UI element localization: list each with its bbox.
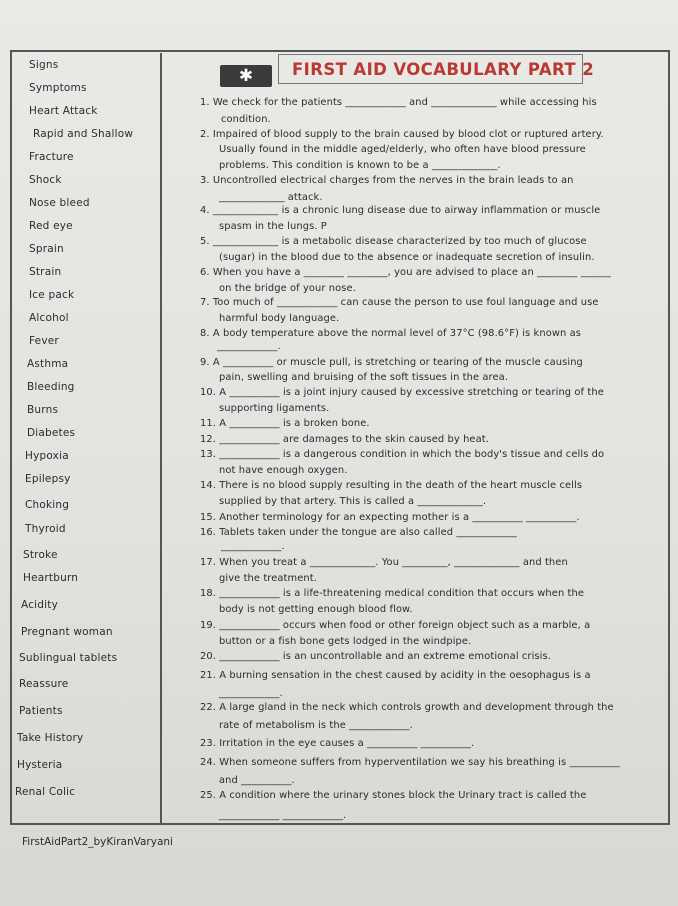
question-line: 8. A body temperature above the normal level of 37°C (98.6°F) is known as [200,328,582,339]
vocab-word: Red eye [29,220,73,232]
vocab-word: Strain [29,266,62,278]
question-line: 18. ____________ is a life-threatening medical condition that occurs when the [200,588,585,599]
question-line: 7. Too much of ____________ can cause the person to use foul language and use [200,297,599,308]
question-line: 1. We check for the patients ____________ and _____________ while accessing his [200,97,597,108]
question-line: and __________. [219,775,295,786]
question-line: 19. ____________ occurs when food or other foreign object such as a marble, a [200,620,591,631]
question-line: ____________ ____________. [219,810,347,821]
vocab-word: Burns [27,404,59,416]
vocab-word: Bleeding [27,381,75,393]
vocab-word: Nose bleed [29,197,90,209]
vocab-word: Heartburn [23,572,79,584]
question-line: (sugar) in the blood due to the absence or inadequate secretion of insulin. [219,252,595,263]
page-title: FIRST AID VOCABULARY PART 2 [292,60,595,79]
question-line: 14. There is no blood supply resulting in the death of the heart muscle cells [200,480,583,491]
vocab-word: Symptoms [29,82,87,94]
vocab-word: Hysteria [17,759,63,771]
question-line: ____________. [221,541,285,552]
vocab-word: Sublingual tablets [19,652,118,664]
question-line: condition. [221,114,271,125]
vocab-word: Asthma [27,358,69,370]
footer-credit: FirstAidPart2_byKiranVaryani [22,836,173,848]
question-line: body is not getting enough blood flow. [219,604,413,615]
question-line: rate of metabolism is the ____________. [219,720,413,731]
question-line: 21. A burning sensation in the chest caused by acidity in the oesophagus is a [200,670,591,681]
question-line: _____________ attack. [219,192,323,203]
question-line: ____________. [217,341,281,352]
question-line: not have enough oxygen. [219,465,348,476]
question-line: harmful body language. [219,313,340,324]
question-line: 10. A __________ is a joint injury caused by excessive stretching or tearing of the [200,387,604,398]
question-line: 2. Impaired of blood supply to the brain caused by blood clot or ruptured artery. [200,129,604,140]
vocab-word: Signs [29,59,59,71]
question-line: give the treatment. [219,573,317,584]
question-line: 22. A large gland in the neck which controls growth and development through the [200,702,614,713]
question-line: 23. Irritation in the eye causes a __________ __________. [200,738,475,749]
question-line: 3. Uncontrolled electrical charges from the nerves in the brain leads to an [200,175,574,186]
question-line: 11. A __________ is a broken bone. [200,418,370,429]
vocab-word: Thyroid [25,523,66,535]
vocab-word: Stroke [23,549,58,561]
vocab-word: Ice pack [29,289,75,301]
vocab-word: Epilepsy [25,473,71,485]
question-line: pain, swelling and bruising of the soft tissues in the area. [219,372,509,383]
question-line: problems. This condition is known to be a _____________. [219,160,501,171]
medical-cross-icon: ✱ [220,65,272,87]
vocab-word: Acidity [21,599,59,611]
vocab-word: Renal Colic [15,786,76,798]
question-line: 24. When someone suffers from hyperventilation we say his breathing is __________ [200,757,620,768]
vocab-word: Alcohol [29,312,69,324]
question-line: 16. Tablets taken under the tongue are also called ____________ [200,527,517,538]
question-line: 4. _____________ is a chronic lung disease due to airway inflammation or muscle [200,205,601,216]
question-line: button or a fish bone gets lodged in the windpipe. [219,636,472,647]
question-line: 25. A condition where the urinary stones block the Urinary tract is called the [200,790,587,801]
question-line: supporting ligaments. [219,403,330,414]
question-line: ____________. [219,688,283,699]
vocab-word: Choking [25,499,70,511]
question-line: spasm in the lungs. P [219,221,327,232]
vocab-word: Diabetes [27,427,76,439]
vocab-word: Take History [17,732,84,744]
vocab-word: Pregnant woman [21,626,113,638]
vocab-word: Reassure [19,678,69,690]
vocab-word: Shock [29,174,62,186]
vocab-word: Hypoxia [25,450,69,462]
question-line: Usually found in the middle aged/elderly, who often have blood pressure [219,144,586,155]
vocab-word: Heart Attack [29,105,98,117]
question-line: 9. A __________ or muscle pull, is stretching or tearing of the muscle causing [200,357,583,368]
question-line: 13. ____________ is a dangerous condition in which the body's tissue and cells do [200,449,605,460]
vocab-word: Fever [29,335,59,347]
question-line: 12. ____________ are damages to the skin caused by heat. [200,434,489,445]
question-line: 17. When you treat a _____________. You _________, _____________ and then [200,557,568,568]
question-line: on the bridge of your nose. [219,283,356,294]
question-line: 15. Another terminology for an expecting mother is a __________ __________. [200,512,580,523]
question-line: 5. _____________ is a metabolic disease characterized by too much of glucose [200,236,587,247]
question-line: 6. When you have a ________ ________, you are advised to place an ________ ______ [200,267,611,278]
vocab-word: Rapid and Shallow [33,128,134,140]
question-line: 20. ____________ is an uncontrollable and an extreme emotional crisis. [200,651,552,662]
vocab-word: Patients [19,705,63,717]
vocabulary-column [15,53,162,823]
vocab-word: Fracture [29,151,74,163]
question-line: supplied by that artery. This is called a _____________. [219,496,487,507]
vocab-word: Sprain [29,243,64,255]
